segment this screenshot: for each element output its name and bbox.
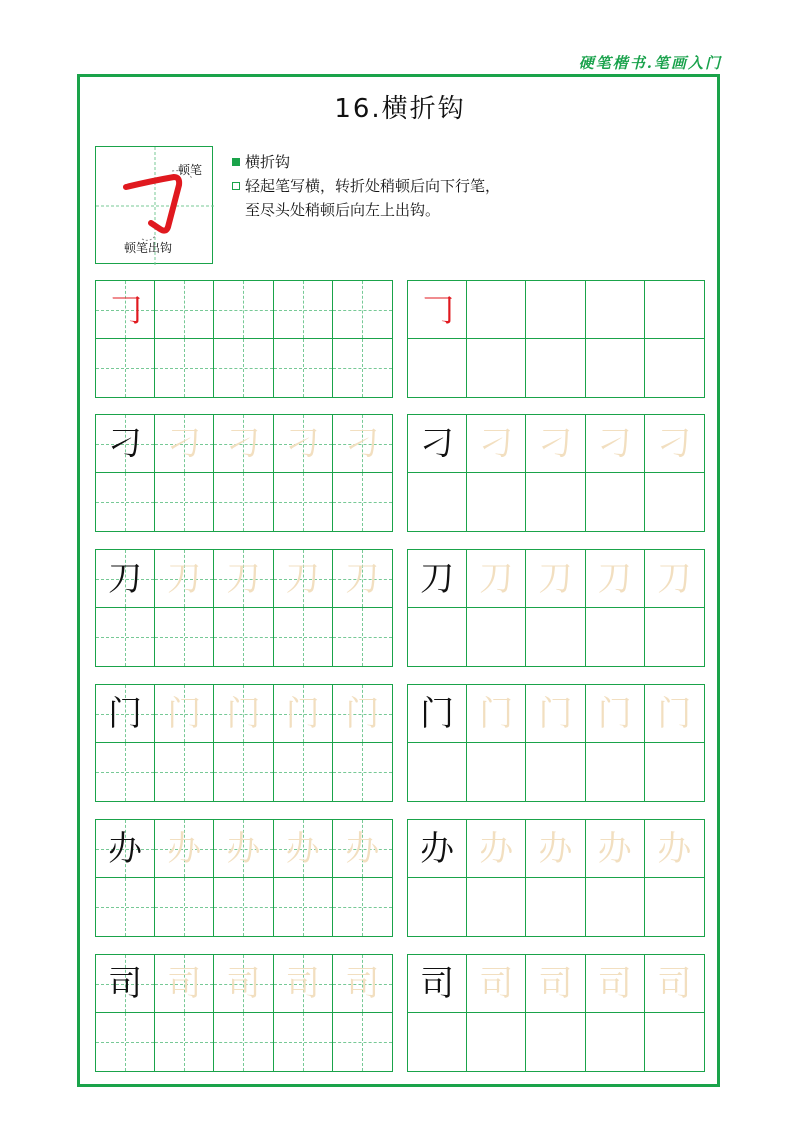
practice-cell[interactable] (333, 415, 392, 473)
practice-cell[interactable] (214, 1013, 273, 1071)
practice-cell[interactable] (586, 608, 645, 666)
model-character: 办 (420, 828, 455, 869)
practice-cell[interactable] (333, 1013, 392, 1071)
practice-cell[interactable] (586, 685, 645, 743)
practice-cell[interactable] (645, 743, 704, 801)
practice-cell[interactable] (333, 743, 392, 801)
practice-cell[interactable] (155, 339, 214, 397)
trace-character: 办 (226, 828, 261, 869)
practice-cell[interactable] (586, 281, 645, 339)
hollow-bullet-icon (232, 182, 240, 190)
practice-cell[interactable] (155, 473, 214, 531)
practice-cell[interactable] (526, 685, 585, 743)
header-tag: 硬笔楷书.笔画入门 (578, 54, 722, 72)
trace-character: 办 (597, 828, 632, 869)
practice-cell[interactable] (526, 339, 585, 397)
practice-grid-right (407, 549, 705, 667)
practice-cell[interactable] (155, 955, 214, 1013)
practice-cell[interactable] (467, 878, 526, 936)
trace-character: 司 (657, 963, 692, 1004)
practice-cell[interactable] (333, 550, 392, 608)
practice-cell[interactable] (526, 473, 585, 531)
model-character: 刁 (108, 423, 143, 464)
trace-character: 刁 (226, 423, 261, 464)
stroke-name: 横折钩 (245, 153, 291, 171)
practice-cell[interactable] (333, 685, 392, 743)
practice-cell[interactable] (526, 1013, 585, 1071)
practice-grid-right (407, 684, 705, 802)
practice-cell[interactable] (96, 281, 155, 339)
practice-cell[interactable] (214, 281, 273, 339)
practice-cell[interactable] (586, 955, 645, 1013)
practice-cell[interactable] (586, 1013, 645, 1071)
practice-cell[interactable] (96, 955, 155, 1013)
practice-cell[interactable] (586, 550, 645, 608)
filled-bullet-icon (232, 158, 240, 166)
practice-cell[interactable] (155, 550, 214, 608)
practice-cell[interactable] (214, 955, 273, 1013)
practice-cell[interactable] (274, 685, 333, 743)
practice-cell[interactable] (214, 743, 273, 801)
practice-cell[interactable] (467, 608, 526, 666)
trace-character: 刀 (167, 558, 202, 599)
practice-cell[interactable] (214, 473, 273, 531)
practice-cell[interactable] (96, 1013, 155, 1071)
practice-cell[interactable] (526, 281, 585, 339)
practice-grid-left (95, 549, 393, 667)
practice-cell[interactable] (645, 955, 704, 1013)
practice-cell[interactable] (96, 473, 155, 531)
trace-character: 门 (285, 693, 320, 734)
model-character: 𠃌 (108, 289, 143, 330)
practice-cell[interactable] (408, 608, 467, 666)
practice-grid-left (95, 280, 393, 398)
practice-cell[interactable] (274, 820, 333, 878)
practice-cell[interactable] (155, 281, 214, 339)
practice-cell[interactable] (526, 743, 585, 801)
practice-cell[interactable] (274, 550, 333, 608)
practice-cell[interactable] (645, 685, 704, 743)
practice-cell[interactable] (274, 339, 333, 397)
practice-cell[interactable] (467, 685, 526, 743)
practice-cell[interactable] (645, 473, 704, 531)
model-character: 刀 (420, 558, 455, 599)
practice-cell[interactable] (408, 1013, 467, 1071)
practice-cell[interactable] (645, 608, 704, 666)
practice-cell[interactable] (274, 955, 333, 1013)
practice-cell[interactable] (645, 878, 704, 936)
practice-cell[interactable] (333, 955, 392, 1013)
practice-cell[interactable] (467, 281, 526, 339)
trace-character: 刀 (597, 558, 632, 599)
practice-cell[interactable] (467, 955, 526, 1013)
practice-cell[interactable] (274, 1013, 333, 1071)
practice-cell[interactable] (214, 415, 273, 473)
trace-character: 办 (538, 828, 573, 869)
practice-cell[interactable] (408, 685, 467, 743)
trace-character: 门 (657, 693, 692, 734)
practice-cell[interactable] (274, 281, 333, 339)
practice-cell[interactable] (333, 608, 392, 666)
practice-cell[interactable] (645, 281, 704, 339)
practice-cell[interactable] (155, 878, 214, 936)
trace-character: 办 (657, 828, 692, 869)
practice-cell[interactable] (274, 743, 333, 801)
description-line-2: 至尽头处稍顿后向左上出钩。 (245, 201, 441, 219)
practice-cell[interactable] (155, 820, 214, 878)
practice-cell[interactable] (408, 820, 467, 878)
practice-cell[interactable] (586, 415, 645, 473)
practice-cell[interactable] (333, 281, 392, 339)
practice-cell[interactable] (408, 415, 467, 473)
practice-grid-left (95, 684, 393, 802)
practice-cell[interactable] (214, 608, 273, 666)
model-character: 司 (420, 963, 455, 1004)
trace-character: 司 (345, 963, 380, 1004)
practice-grid-left (95, 954, 393, 1072)
practice-cell[interactable] (526, 415, 585, 473)
practice-cell[interactable] (96, 339, 155, 397)
trace-character: 司 (226, 963, 261, 1004)
stroke-demo-box (95, 146, 213, 264)
practice-cell[interactable] (96, 685, 155, 743)
practice-cell[interactable] (274, 878, 333, 936)
stroke-description (232, 150, 500, 222)
trace-character: 办 (167, 828, 202, 869)
practice-cell[interactable] (467, 550, 526, 608)
model-character: 刀 (108, 558, 143, 599)
practice-cell[interactable] (408, 878, 467, 936)
practice-cell[interactable] (333, 339, 392, 397)
practice-cell[interactable] (408, 955, 467, 1013)
model-character: 刁 (420, 423, 455, 464)
practice-cell[interactable] (526, 955, 585, 1013)
practice-cell[interactable] (408, 473, 467, 531)
trace-character: 刀 (345, 558, 380, 599)
practice-cell[interactable] (586, 878, 645, 936)
trace-character: 刀 (226, 558, 261, 599)
practice-cell[interactable] (155, 1013, 214, 1071)
practice-cell[interactable] (214, 550, 273, 608)
practice-grid-right (407, 414, 705, 532)
trace-character: 司 (167, 963, 202, 1004)
trace-character: 刁 (345, 423, 380, 464)
practice-cell[interactable] (214, 820, 273, 878)
demo-label-top: 顿笔 (178, 163, 203, 177)
model-character: 司 (108, 963, 143, 1004)
practice-cell[interactable] (526, 820, 585, 878)
practice-cell[interactable] (526, 878, 585, 936)
practice-cell[interactable] (96, 878, 155, 936)
practice-grid-right (407, 280, 705, 398)
practice-cell[interactable] (645, 1013, 704, 1071)
demo-label-bottom: 顿笔出钩 (124, 241, 173, 255)
trace-character: 司 (479, 963, 514, 1004)
trace-character: 门 (167, 693, 202, 734)
practice-cell[interactable] (96, 743, 155, 801)
practice-grid-right (407, 819, 705, 937)
practice-cell[interactable] (274, 608, 333, 666)
model-character: 办 (108, 828, 143, 869)
practice-grid-left (95, 819, 393, 937)
practice-cell[interactable] (155, 685, 214, 743)
trace-character: 刀 (538, 558, 573, 599)
trace-character: 刁 (657, 423, 692, 464)
trace-character: 门 (597, 693, 632, 734)
practice-grid-left (95, 414, 393, 532)
trace-character: 刁 (285, 423, 320, 464)
practice-cell[interactable] (408, 281, 467, 339)
practice-cell[interactable] (467, 415, 526, 473)
practice-cell[interactable] (155, 415, 214, 473)
practice-cell[interactable] (333, 473, 392, 531)
practice-cell[interactable] (214, 878, 273, 936)
trace-character: 刁 (479, 423, 514, 464)
practice-cell[interactable] (645, 550, 704, 608)
trace-character: 门 (538, 693, 573, 734)
model-character: 门 (420, 693, 455, 734)
trace-character: 刀 (657, 558, 692, 599)
model-character: 门 (108, 693, 143, 734)
practice-cell[interactable] (96, 608, 155, 666)
trace-character: 刁 (167, 423, 202, 464)
practice-cell[interactable] (333, 878, 392, 936)
model-character: 𠃌 (420, 289, 455, 330)
practice-cell[interactable] (645, 339, 704, 397)
trace-character: 办 (479, 828, 514, 869)
practice-cell[interactable] (274, 415, 333, 473)
trace-character: 门 (226, 693, 261, 734)
practice-cell[interactable] (214, 339, 273, 397)
practice-cell[interactable] (333, 820, 392, 878)
practice-cell[interactable] (155, 608, 214, 666)
trace-character: 门 (345, 693, 380, 734)
trace-character: 司 (285, 963, 320, 1004)
practice-cell[interactable] (467, 339, 526, 397)
practice-cell[interactable] (586, 473, 645, 531)
practice-cell[interactable] (96, 415, 155, 473)
practice-cell[interactable] (467, 743, 526, 801)
page-title: 16.横折钩 (334, 94, 466, 124)
practice-cell[interactable] (467, 820, 526, 878)
trace-character: 办 (285, 828, 320, 869)
practice-cell[interactable] (645, 820, 704, 878)
trace-character: 司 (597, 963, 632, 1004)
trace-character: 刀 (479, 558, 514, 599)
practice-cell[interactable] (408, 339, 467, 397)
trace-character: 刁 (538, 423, 573, 464)
trace-character: 门 (479, 693, 514, 734)
practice-cell[interactable] (467, 1013, 526, 1071)
practice-cell[interactable] (408, 550, 467, 608)
practice-cell[interactable] (645, 415, 704, 473)
trace-character: 刁 (597, 423, 632, 464)
practice-cell[interactable] (526, 608, 585, 666)
practice-grid-right (407, 954, 705, 1072)
description-line-1: 轻起笔写横，转折处稍顿后向下行笔， (245, 177, 501, 195)
trace-character: 司 (538, 963, 573, 1004)
practice-cell[interactable] (586, 339, 645, 397)
practice-cell[interactable] (467, 473, 526, 531)
practice-cell[interactable] (586, 743, 645, 801)
practice-cell[interactable] (155, 743, 214, 801)
practice-cell[interactable] (96, 550, 155, 608)
trace-character: 刀 (285, 558, 320, 599)
practice-cell[interactable] (96, 820, 155, 878)
practice-cell[interactable] (274, 473, 333, 531)
practice-cell[interactable] (214, 685, 273, 743)
practice-cell[interactable] (408, 743, 467, 801)
practice-cell[interactable] (586, 820, 645, 878)
trace-character: 办 (345, 828, 380, 869)
practice-cell[interactable] (526, 550, 585, 608)
